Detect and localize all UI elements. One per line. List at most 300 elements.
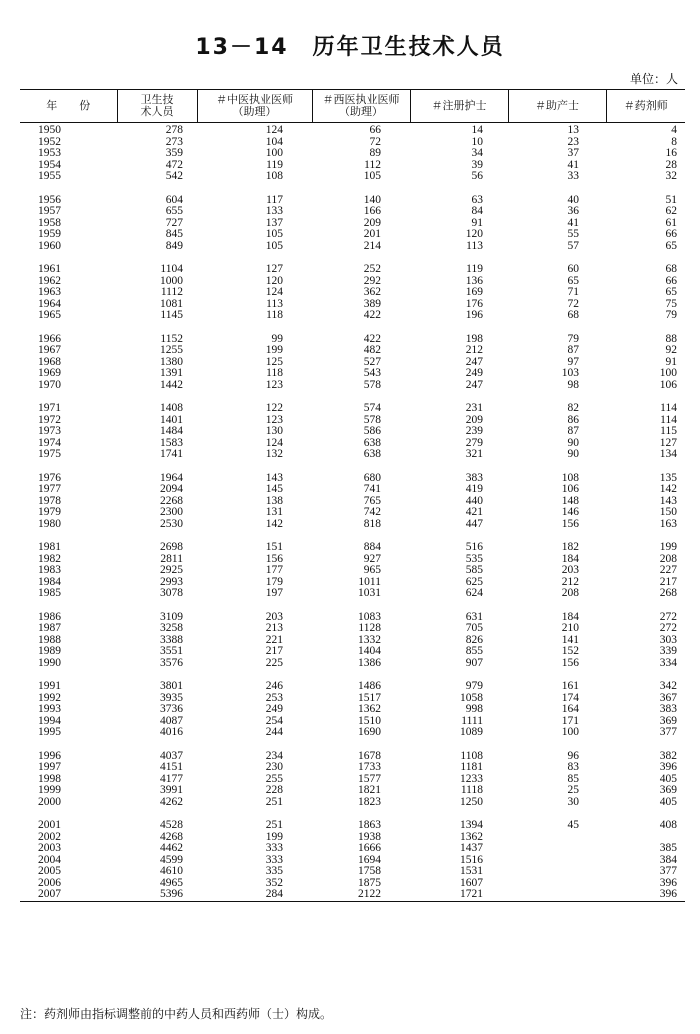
value-cell: 1255	[160, 344, 183, 356]
value-cell: 2268	[160, 494, 183, 507]
table-row	[20, 739, 685, 763]
value-cell: 2530	[160, 517, 183, 530]
value-cell: 179	[265, 575, 283, 588]
value-cell: 125	[265, 355, 283, 368]
value-cell: 28	[665, 158, 677, 171]
value-cell: 104	[265, 135, 283, 148]
value-cell: 396	[659, 761, 677, 773]
value-cell: 142	[265, 517, 283, 530]
year-cell: 1999	[38, 784, 61, 796]
value-cell: 631	[465, 610, 483, 623]
year-cell: 1960	[38, 239, 61, 252]
value-cell: 132	[265, 448, 283, 460]
value-cell: 120	[265, 274, 283, 287]
value-cell: 4462	[160, 842, 183, 854]
value-cell: 272	[659, 622, 677, 634]
value-cell: 1031	[358, 587, 381, 599]
value-cell: 884	[363, 541, 381, 553]
value-cell	[508, 832, 606, 844]
value-cell: 252	[363, 263, 381, 275]
value-cell: 25	[567, 784, 579, 796]
table-row	[20, 310, 685, 322]
year-cell: 1972	[38, 413, 61, 426]
footnote: 注：药剂师由指标调整前的中药人员和西药师（士）构成。	[20, 1007, 333, 1021]
value-cell: 527	[363, 355, 381, 368]
table-row	[20, 438, 685, 450]
value-cell: 62	[665, 205, 677, 217]
value-cell: 1104	[160, 263, 183, 275]
col-nurses: ＃注册护士	[410, 90, 508, 123]
value-cell: 1181	[460, 761, 483, 773]
value-cell: 134	[659, 448, 677, 460]
value-cell: 212	[561, 575, 579, 588]
table-row	[20, 426, 685, 438]
value-cell: 100	[265, 147, 283, 159]
table-row	[20, 704, 685, 716]
value-cell: 655	[165, 205, 183, 217]
value-cell: 321	[465, 448, 483, 460]
year-cell: 1997	[38, 761, 61, 773]
value-cell: 45	[567, 819, 579, 831]
value-cell: 33	[567, 170, 579, 182]
value-cell: 118	[266, 309, 283, 321]
value-cell: 90	[567, 436, 579, 449]
value-cell: 638	[363, 436, 381, 449]
value-cell: 246	[265, 680, 283, 692]
value-cell: 482	[363, 344, 381, 356]
value-cell: 1152	[160, 332, 183, 345]
value-cell: 604	[165, 193, 183, 206]
year-cell: 2003	[38, 842, 61, 854]
value-cell: 1128	[358, 622, 381, 634]
year-cell: 1966	[38, 332, 61, 345]
year-cell: 1963	[38, 286, 61, 298]
table-row	[20, 855, 685, 867]
value-cell: 1394	[460, 819, 483, 831]
value-cell: 535	[465, 552, 483, 565]
value-cell: 39	[471, 158, 483, 171]
year-cell: 1973	[38, 425, 61, 437]
value-cell: 396	[659, 876, 677, 889]
table-row	[20, 276, 685, 288]
value-cell: 1484	[160, 425, 183, 437]
year-cell: 1980	[38, 517, 61, 530]
value-cell: 140	[363, 193, 381, 206]
value-cell: 143	[659, 494, 677, 507]
table-row	[20, 391, 685, 415]
value-cell: 113	[266, 297, 283, 310]
value-cell: 1089	[460, 726, 483, 738]
value-cell: 124	[265, 286, 283, 298]
value-cell: 4151	[160, 761, 183, 773]
value-cell: 1362	[358, 703, 381, 715]
value-cell: 1011	[358, 575, 381, 588]
value-cell: 117	[266, 193, 283, 206]
value-cell: 1391	[160, 367, 183, 379]
value-cell: 203	[265, 610, 283, 623]
table-row	[20, 843, 685, 855]
table-header	[20, 90, 685, 123]
year-cell: 1996	[38, 749, 61, 762]
value-cell: 120	[465, 228, 483, 240]
value-cell: 907	[465, 656, 483, 669]
value-cell: 113	[466, 239, 483, 252]
value-cell: 8	[671, 135, 677, 148]
value-cell: 2300	[160, 506, 183, 518]
value-cell: 4037	[160, 749, 183, 762]
value-cell: 1111	[461, 714, 483, 727]
value-cell: 4087	[160, 714, 183, 727]
table-row	[20, 368, 685, 380]
value-cell: 127	[659, 436, 677, 449]
value-cell: 3109	[160, 610, 183, 623]
value-cell: 1118	[460, 784, 483, 796]
value-cell: 1721	[410, 889, 508, 901]
value-cell: 112	[364, 158, 381, 171]
value-cell: 826	[465, 633, 483, 646]
value-cell: 2122	[312, 889, 410, 901]
value-cell: 1442	[160, 378, 183, 391]
value-cell: 108	[265, 170, 283, 182]
value-cell: 214	[363, 239, 381, 252]
value-cell: 249	[465, 367, 483, 379]
value-cell: 845	[165, 228, 183, 240]
value-cell: 849	[165, 239, 183, 252]
year-cell: 1982	[38, 552, 61, 565]
year-cell: 1953	[38, 147, 61, 159]
value-cell: 89	[369, 147, 381, 159]
year-cell: 1964	[38, 297, 61, 310]
year-cell: 1991	[38, 680, 61, 692]
year-cell: 1969	[38, 367, 61, 379]
value-cell: 122	[265, 402, 283, 414]
table-row	[20, 461, 685, 485]
value-cell: 225	[265, 656, 283, 669]
value-cell: 182	[561, 541, 579, 553]
value-cell: 209	[363, 216, 381, 229]
value-cell: 72	[369, 135, 381, 148]
value-cell: 212	[465, 344, 483, 356]
value-cell: 369	[659, 714, 677, 727]
value-cell: 253	[265, 691, 283, 704]
value-cell: 1823	[358, 795, 381, 808]
year-cell: 1986	[38, 610, 61, 623]
value-cell: 228	[265, 784, 283, 796]
value-cell: 141	[561, 633, 579, 646]
value-cell: 145	[265, 483, 283, 495]
value-cell: 1112	[160, 286, 183, 298]
value-cell: 152	[561, 645, 579, 657]
table-row	[20, 519, 685, 531]
value-cell: 1401	[160, 413, 183, 426]
year-cell: 2004	[38, 853, 61, 866]
year-cell: 2005	[38, 865, 61, 877]
value-cell: 334	[659, 656, 677, 669]
value-cell: 247	[465, 355, 483, 368]
value-cell: 115	[660, 425, 677, 437]
value-cell: 79	[665, 309, 677, 321]
value-cell: 66	[369, 124, 381, 136]
value-cell: 118	[266, 367, 283, 379]
value-cell: 965	[363, 564, 381, 576]
value-cell: 3576	[160, 656, 183, 669]
value-cell: 1386	[358, 656, 381, 669]
value-cell: 130	[265, 425, 283, 437]
value-cell: 405	[659, 795, 677, 808]
table-row	[20, 577, 685, 589]
table-row	[20, 646, 685, 658]
value-cell: 90	[567, 448, 579, 460]
value-cell: 625	[465, 575, 483, 588]
value-cell: 419	[465, 483, 483, 495]
year-cell: 1989	[38, 645, 61, 657]
value-cell: 103	[561, 367, 579, 379]
table-row	[20, 565, 685, 577]
year-cell: 2002	[38, 830, 61, 843]
value-cell: 3078	[160, 587, 183, 599]
value-cell: 213	[265, 622, 283, 634]
value-cell	[508, 855, 606, 867]
value-cell: 3801	[160, 680, 183, 692]
value-cell: 3388	[160, 633, 183, 646]
value-cell: 586	[363, 425, 381, 437]
table-body	[20, 123, 685, 902]
table-row	[20, 774, 685, 786]
table-row	[20, 623, 685, 635]
value-cell: 543	[363, 367, 381, 379]
value-cell: 405	[659, 772, 677, 785]
value-cell: 201	[363, 228, 381, 240]
value-cell: 377	[659, 865, 677, 877]
value-cell: 85	[567, 772, 579, 785]
value-cell: 96	[567, 749, 579, 762]
col-tcm-doctors: ＃中医执业医师 （助理）	[197, 90, 312, 123]
value-cell: 279	[465, 436, 483, 449]
year-cell: 1955	[38, 170, 61, 182]
value-cell: 199	[659, 541, 677, 553]
value-cell: 171	[561, 714, 579, 727]
table-row	[20, 218, 685, 230]
value-cell: 34	[471, 147, 483, 159]
table-row	[20, 287, 685, 299]
table-row	[20, 449, 685, 461]
table-row	[20, 252, 685, 276]
value-cell: 4177	[160, 772, 183, 785]
table-row	[20, 530, 685, 554]
value-cell: 123	[265, 413, 283, 426]
value-cell: 342	[659, 680, 677, 692]
value-cell: 585	[465, 564, 483, 576]
table-row	[20, 322, 685, 346]
table-row	[20, 554, 685, 566]
table-row	[20, 889, 685, 901]
value-cell: 71	[567, 286, 579, 298]
value-cell: 1510	[358, 714, 381, 727]
value-cell: 998	[465, 703, 483, 715]
year-cell: 1967	[38, 344, 61, 356]
value-cell: 1607	[460, 876, 483, 889]
value-cell: 68	[567, 309, 579, 321]
table-row	[20, 229, 685, 241]
value-cell: 198	[465, 332, 483, 345]
value-cell: 91	[665, 355, 677, 368]
value-cell: 383	[659, 703, 677, 715]
value-cell: 3935	[160, 691, 183, 704]
table-row	[20, 588, 685, 600]
value-cell: 51	[665, 193, 677, 206]
value-cell: 389	[363, 297, 381, 310]
table-row	[20, 669, 685, 693]
value-cell: 60	[567, 263, 579, 275]
value-cell: 3991	[160, 784, 183, 796]
value-cell: 578	[363, 378, 381, 391]
value-cell: 196	[465, 309, 483, 321]
value-cell: 231	[465, 402, 483, 414]
year-cell: 2001	[38, 819, 61, 831]
value-cell: 87	[567, 425, 579, 437]
value-cell	[508, 843, 606, 855]
value-cell: 855	[465, 645, 483, 657]
value-cell: 114	[660, 413, 677, 426]
table-row	[20, 832, 685, 844]
table-row	[20, 762, 685, 774]
year-cell: 1952	[38, 135, 61, 148]
value-cell: 408	[659, 819, 677, 831]
year-cell: 2000	[38, 795, 61, 808]
value-cell: 268	[659, 587, 677, 599]
value-cell: 1875	[358, 876, 381, 889]
value-cell: 638	[363, 448, 381, 460]
value-cell: 41	[567, 158, 579, 171]
value-cell: 3258	[160, 622, 183, 634]
value-cell: 98	[567, 378, 579, 391]
value-cell: 119	[466, 263, 483, 275]
value-cell: 105	[265, 228, 283, 240]
value-cell: 1516	[460, 853, 483, 866]
value-cell: 383	[465, 471, 483, 484]
table-row	[20, 507, 685, 519]
value-cell: 1332	[358, 633, 381, 646]
value-cell: 4262	[160, 795, 183, 808]
value-cell: 97	[567, 355, 579, 368]
value-cell: 1058	[460, 691, 483, 704]
value-cell: 137	[265, 216, 283, 229]
value-cell: 143	[265, 471, 283, 484]
table-row	[20, 160, 685, 172]
value-cell	[508, 878, 606, 890]
health-staff-table	[20, 89, 685, 902]
value-cell: 5396	[117, 889, 197, 901]
value-cell: 2698	[160, 541, 183, 553]
value-cell: 66	[665, 274, 677, 287]
value-cell: 284	[197, 889, 312, 901]
value-cell: 1733	[358, 761, 381, 773]
value-cell: 72	[567, 297, 579, 310]
value-cell: 2811	[160, 552, 183, 565]
table-row	[20, 693, 685, 705]
value-cell: 135	[659, 471, 677, 484]
value-cell: 36	[567, 205, 579, 217]
value-cell: 574	[363, 402, 381, 414]
value-cell: 82	[567, 402, 579, 414]
unit-label: 单位：人	[629, 72, 678, 86]
table-row	[20, 716, 685, 728]
value-cell: 4610	[160, 865, 183, 877]
value-cell: 1694	[358, 853, 381, 866]
value-cell: 333	[265, 842, 283, 854]
value-cell: 156	[561, 656, 579, 669]
value-cell: 742	[363, 506, 381, 518]
value-cell: 1531	[460, 865, 483, 877]
value-cell: 765	[363, 494, 381, 507]
value-cell: 217	[659, 575, 677, 588]
value-cell: 1577	[358, 772, 381, 785]
year-cell: 1993	[38, 703, 61, 715]
value-cell: 1863	[358, 819, 381, 831]
year-cell: 1971	[38, 402, 61, 414]
value-cell: 422	[363, 309, 381, 321]
table-row	[20, 299, 685, 311]
year-cell: 1992	[38, 691, 61, 704]
value-cell: 251	[265, 795, 283, 808]
table-row	[20, 496, 685, 508]
value-cell: 278	[165, 124, 183, 136]
value-cell: 166	[363, 205, 381, 217]
value-cell: 136	[465, 274, 483, 287]
value-cell: 23	[567, 135, 579, 148]
value-cell: 16	[665, 147, 677, 159]
value-cell: 377	[659, 726, 677, 738]
value-cell: 197	[265, 587, 283, 599]
value-cell: 1145	[160, 309, 183, 321]
col-year: 年 份	[20, 90, 117, 123]
year-cell: 2007	[20, 889, 117, 901]
value-cell: 177	[265, 564, 283, 576]
value-cell: 56	[471, 170, 483, 182]
value-cell: 1486	[358, 680, 381, 692]
table-row	[20, 123, 685, 137]
value-cell: 124	[265, 436, 283, 449]
table-row	[20, 171, 685, 183]
value-cell: 37	[567, 147, 579, 159]
value-cell: 4268	[160, 830, 183, 843]
value-cell: 100	[561, 726, 579, 738]
value-cell: 105	[265, 239, 283, 252]
table-row	[20, 206, 685, 218]
value-cell: 472	[165, 158, 183, 171]
value-cell: 1666	[358, 842, 381, 854]
value-cell: 680	[363, 471, 381, 484]
value-cell: 106	[561, 483, 579, 495]
value-cell: 1250	[460, 795, 483, 808]
page-title: 13－14 历年卫生技术人员	[195, 35, 505, 60]
value-cell: 208	[561, 587, 579, 599]
value-cell: 127	[265, 263, 283, 275]
value-cell: 384	[659, 853, 677, 866]
value-cell: 255	[265, 772, 283, 785]
value-cell: 1000	[160, 274, 183, 287]
value-cell: 40	[567, 193, 579, 206]
value-cell: 421	[465, 506, 483, 518]
table-row	[20, 415, 685, 427]
value-cell: 1964	[160, 471, 183, 484]
value-cell: 422	[363, 332, 381, 345]
year-cell: 1976	[38, 471, 61, 484]
value-cell: 1404	[358, 645, 381, 657]
value-cell: 146	[561, 506, 579, 518]
value-cell: 184	[561, 610, 579, 623]
value-cell: 244	[265, 726, 283, 738]
